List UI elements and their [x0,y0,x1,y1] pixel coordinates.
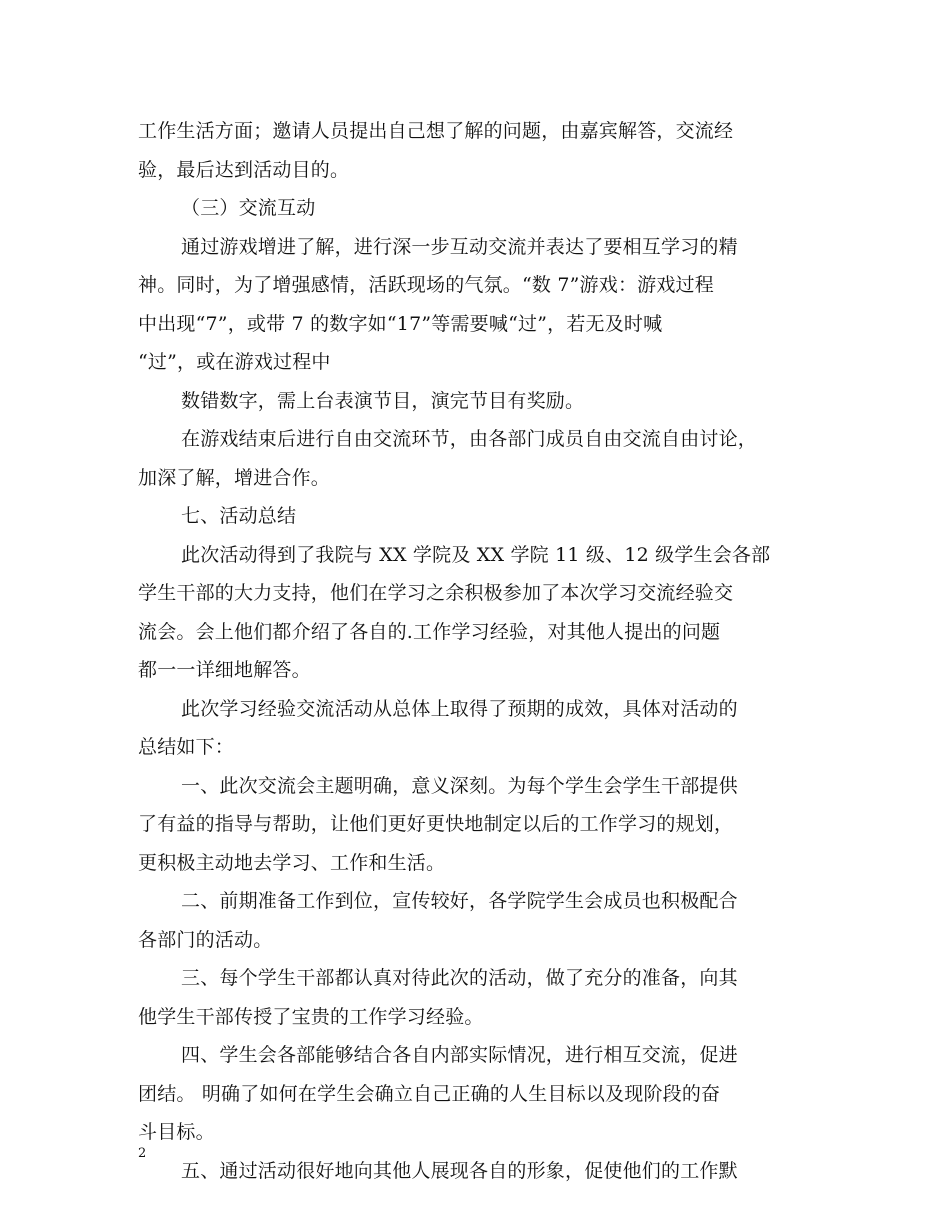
text-line: 总结如下： [138,736,235,758]
text-line: 数错数字，需上台表演节目，演完节目有奖励。 [181,389,585,412]
text-line: 四、学生会各部能够结合各自内部实际情况，进行相互交流，促进 [181,1044,738,1066]
text-line: 神。同时，为了增强感情，活跃现场的气氛。“数 7”游戏：游戏过程 [138,274,714,296]
text-line: 通过游戏增进了解，进行深一步互动交流并表达了要相互学习的精 [181,235,738,258]
body-text [138,112,818,1190]
text-line: 此次学习经验交流活动从总体上取得了预期的成效，具体对活动的 [181,697,738,720]
text-line: 加深了解，增进合作。 [138,466,331,489]
text-line: 了有益的指导与帮助，让他们更好更快地制定以后的工作学习的规划， [138,813,734,835]
text-line: 在游戏结束后进行自由交流环节，由各部门成员自由交流自由讨论， [181,428,758,450]
text-line: 一、此次交流会主题明确，意义深刻。为每个学生会学生干部提供 [181,774,738,797]
text-line: 都一一详细地解答。 [138,659,311,681]
text-line: 各部门的活动。 [138,928,273,951]
text-line: 三、每个学生干部都认真对待此次的活动，做了充分的准备，向其 [181,967,738,989]
page-number: 2 [138,1146,147,1161]
text-line: 验，最后达到活动目的。 [138,158,350,181]
section-heading: （三）交流互动 [181,197,316,219]
text-line: 五、通过活动很好地向其他人展现各自的形象，促使他们的工作默 [181,1159,738,1182]
text-line: 他学生干部传授了宝贵的工作学习经验。 [138,1005,484,1028]
text-line: “过”，或在游戏过程中 [138,351,331,373]
text-line: 斗目标。 [138,1121,215,1143]
text-line: 流会。会上他们都介绍了各自的.工作学习经验，对其他人提出的问题 [138,620,721,643]
text-line: 更积极主动地去学习、工作和生活。 [138,851,446,874]
text-line: 此次活动得到了我院与 XX 学院及 XX 学院 11 级、12 级学生会各部 [181,543,771,566]
text-line: 中出现“7”，或带 7 的数字如“17”等需要喊“过”，若无及时喊 [138,312,663,335]
text-line: 二、前期准备工作到位，宣传较好，各学院学生会成员也积极配合 [181,890,738,912]
text-line: 工作生活方面；邀请人员提出自己想了解的问题，由嘉宾解答，交流经 [138,120,734,142]
text-line: 团结。 明确了如何在学生会确立自己正确的人生目标以及现阶段的奋 [138,1082,721,1105]
text-line: 学生干部的大力支持，他们在学习之余积极参加了本次学习交流经验交 [138,582,734,604]
section-heading: 七、活动总结 [181,505,297,527]
